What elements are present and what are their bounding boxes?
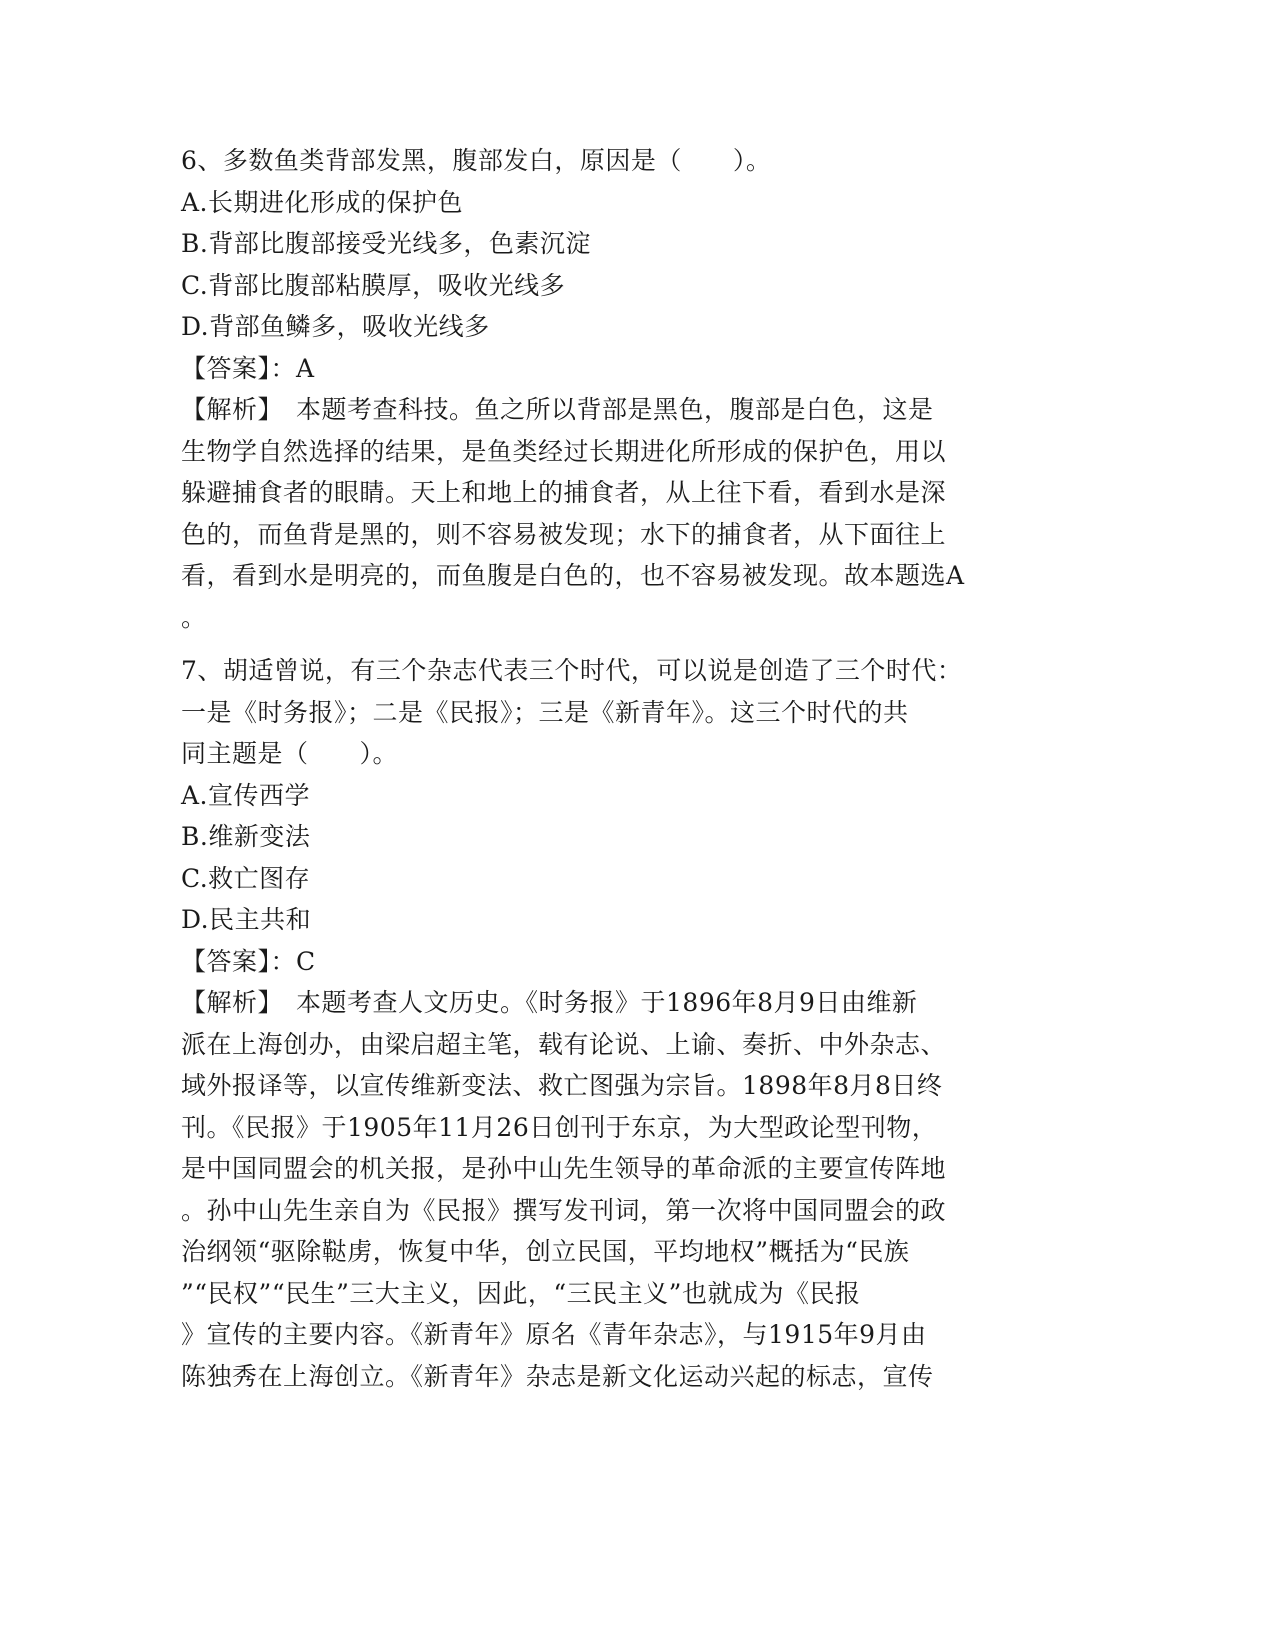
- option-b: B.背部比腹部接受光线多，色素沉淀: [181, 229, 591, 258]
- question-stem: 一是《时务报》；二是《民报》；三是《新青年》。这三个时代的共: [181, 697, 909, 727]
- question-stem: 6、多数鱼类背部发黑，腹部发白，原因是（ ）。: [181, 146, 772, 175]
- analysis-line: 【解析】 本题考查科技。鱼之所以背部是黑色，腹部是白色，这是: [181, 395, 934, 424]
- question-stem: 7、胡适曾说，有三个杂志代表三个时代，可以说是创造了三个时代：: [181, 656, 963, 685]
- option-d: D.民主共和: [181, 905, 312, 934]
- analysis-line: 域外报译等，以宣传维新变法、救亡图强为宗旨。1898年8月8日终: [181, 1071, 943, 1100]
- option-c: C.背部比腹部粘膜厚，吸收光线多: [181, 270, 566, 300]
- option-a: A.长期进化形成的保护色: [181, 187, 464, 217]
- question-6: [181, 140, 1041, 638]
- option-b: B.维新变法: [181, 822, 311, 851]
- option-a: A.宣传西学: [181, 780, 311, 810]
- analysis-line: 【解析】 本题考查人文历史。《时务报》于1896年8月9日由维新: [181, 988, 918, 1017]
- analysis-line: 生物学自然选择的结果，是鱼类经过长期进化所形成的保护色，用以: [181, 436, 947, 466]
- document-page: [181, 140, 1041, 1397]
- answer-line: 【答案】：A: [181, 353, 315, 383]
- question-7: [181, 650, 1041, 1397]
- analysis-line: ”“民权”“民生”三大主义，因此，“三民主义”也就成为《民报: [181, 1278, 861, 1308]
- analysis-line: 色的，而鱼背是黑的，则不容易被发现；水下的捕食者，从下面往上: [181, 519, 947, 549]
- analysis-line: 。孙中山先生亲自为《民报》撰写发刊词，第一次将中国同盟会的政: [181, 1195, 947, 1225]
- option-d: D.背部鱼鳞多，吸收光线多: [181, 312, 490, 341]
- analysis-line: 刊。《民报》于1905年11月26日创刊于东京，为大型政论型刊物，: [181, 1112, 938, 1142]
- question-spacer: [181, 638, 1041, 650]
- question-stem: 同主题是（ ）。: [181, 739, 399, 768]
- analysis-line: 治纲领“驱除鞑虏，恢复中华，创立民国，平均地权”概括为“民族: [181, 1237, 910, 1266]
- analysis-line: 派在上海创办，由梁启超主笔，载有论说、上谕、奏折、中外杂志、: [181, 1029, 947, 1059]
- analysis-line: 》宣传的主要内容。《新青年》原名《青年杂志》，与1915年9月由: [181, 1320, 927, 1349]
- answer-line: 【答案】：C: [181, 946, 316, 976]
- analysis-line: 看，看到水是明亮的，而鱼腹是白色的，也不容易被发现。故本题选A: [181, 561, 965, 590]
- analysis-line: 躲避捕食者的眼睛。天上和地上的捕食者，从上往下看，看到水是深: [181, 478, 947, 507]
- analysis-line: 陈独秀在上海创立。《新青年》杂志是新文化运动兴起的标志，宣传: [181, 1361, 934, 1391]
- option-c: C.救亡图存: [181, 863, 311, 893]
- analysis-line: 是中国同盟会的机关报，是孙中山先生领导的革命派的主要宣传阵地: [181, 1154, 947, 1183]
- analysis-line: 。: [181, 602, 207, 632]
